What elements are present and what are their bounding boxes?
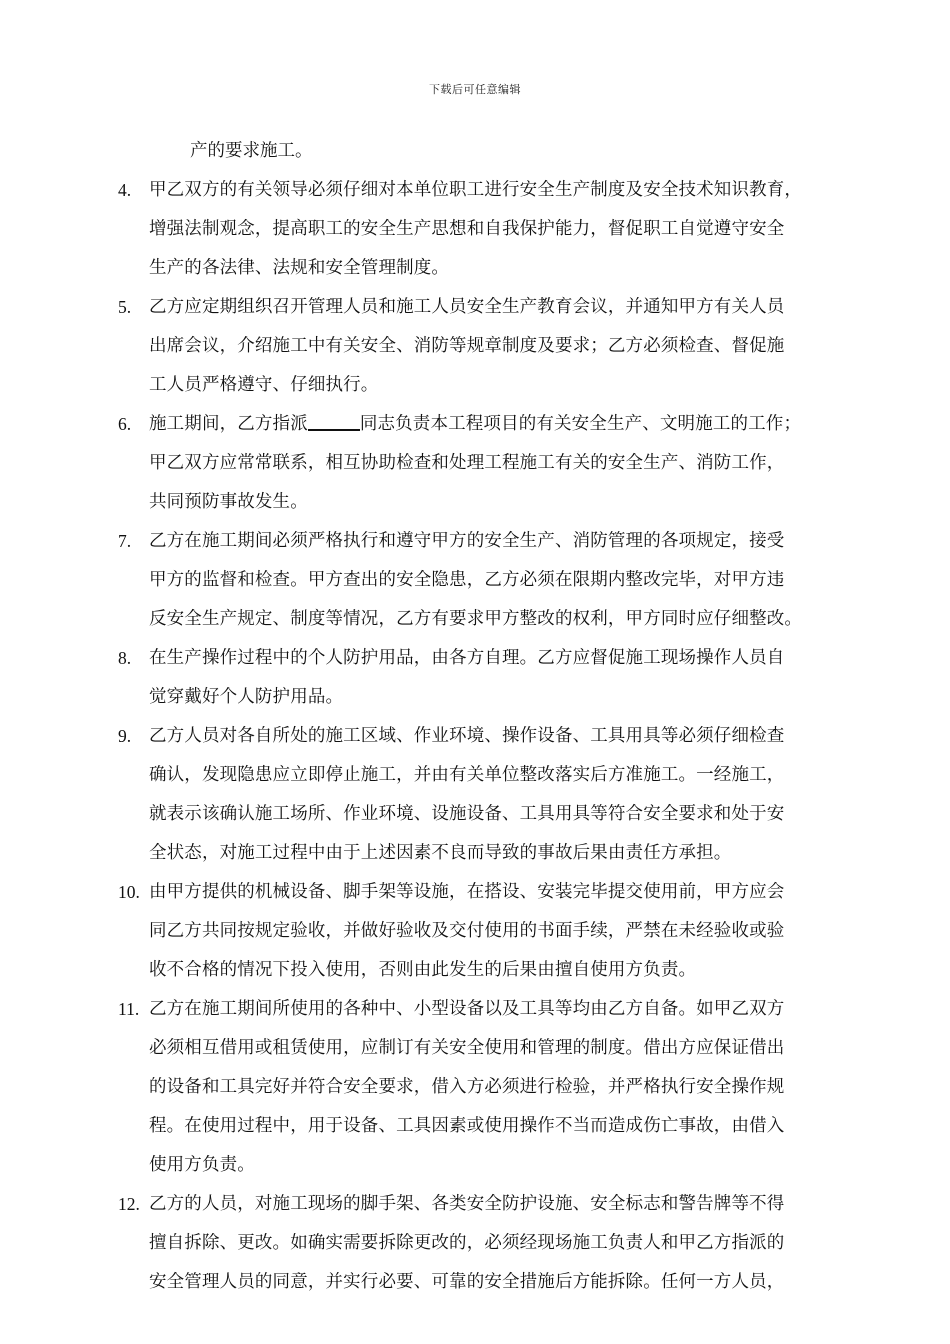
fill-in-blank bbox=[308, 413, 360, 431]
clause-number: 11. bbox=[118, 999, 140, 1019]
clause-line: 甲方的监督和检查。甲方查出的安全隐患，乙方必须在限期内整改完毕，对甲方违 bbox=[149, 570, 785, 590]
clause-line-segment: 施工期间，乙方指派 bbox=[149, 414, 308, 434]
clause-line: 必须相互借用或租赁使用，应制订有关安全使用和管理的制度。借出方应保证借出 bbox=[149, 1038, 785, 1058]
clause-number: 5. bbox=[118, 297, 132, 317]
clause-line: 收不合格的情况下投入使用，否则由此发生的后果由擅自使用方负责。 bbox=[149, 960, 697, 980]
clause-line: 乙方的人员，对施工现场的脚手架、各类安全防护设施、安全标志和警告牌等不得 bbox=[149, 1194, 785, 1214]
clause-line: 同乙方共同按规定验收，并做好验收及交付使用的书面手续，严禁在未经验收或验 bbox=[149, 921, 785, 941]
clause-text bbox=[149, 873, 858, 990]
clause-line: 乙方在施工期间所使用的各种中、小型设备以及工具等均由乙方自备。如甲乙双方 bbox=[149, 999, 785, 1019]
clause-text bbox=[149, 1185, 858, 1302]
clause-text bbox=[149, 717, 858, 873]
clause-line: 的设备和工具完好并符合安全要求，借入方必须进行检验，并严格执行安全操作规 bbox=[149, 1077, 785, 1097]
clause-text bbox=[149, 171, 858, 288]
clause-line: 乙方应定期组织召开管理人员和施工人员安全生产教育会议，并通知甲方有关人员 bbox=[149, 297, 785, 317]
clause-number: 10. bbox=[118, 882, 140, 902]
clause-item bbox=[118, 405, 858, 522]
clause-number: 12. bbox=[118, 1194, 140, 1214]
clause-line: 乙方在施工期间必须严格执行和遵守甲方的安全生产、消防管理的各项规定，接受 bbox=[149, 531, 785, 551]
clause-text bbox=[149, 288, 858, 405]
clause-line: 程。在使用过程中，用于设备、工具因素或使用操作不当而造成伤亡事故，由借入 bbox=[149, 1116, 785, 1136]
clause-item bbox=[118, 1185, 858, 1302]
clause-item bbox=[118, 990, 858, 1185]
clause-number: 9. bbox=[118, 726, 132, 746]
clause-number: 7. bbox=[118, 531, 132, 551]
clause-number: 6. bbox=[118, 414, 132, 434]
clause-list bbox=[118, 171, 858, 1302]
clause-line: 确认，发现隐患应立即停止施工，并由有关单位整改落实后方准施工。一经施工， bbox=[149, 765, 785, 785]
continuation-line: 产的要求施工。 bbox=[190, 141, 313, 161]
clause-line: 全状态，对施工过程中由于上述因素不良而导致的事故后果由责任方承担。 bbox=[149, 843, 732, 863]
clause-line: 增强法制观念，提高职工的安全生产思想和自我保护能力，督促职工自觉遵守安全 bbox=[149, 219, 785, 239]
clause-line: 甲乙双方应常常联系，相互协助检查和处理工程施工有关的安全生产、消防工作， bbox=[149, 453, 785, 473]
clause-line bbox=[149, 405, 858, 444]
clause-item bbox=[118, 717, 858, 873]
clause-text bbox=[149, 405, 858, 522]
clause-line: 反安全生产规定、制度等情况，乙方有要求甲方整改的权利，甲方同时应仔细整改。 bbox=[149, 609, 803, 629]
clause-item bbox=[118, 522, 858, 639]
page-header: 下载后可任意编辑 bbox=[429, 83, 521, 96]
clause-item bbox=[118, 171, 858, 288]
clause-item bbox=[118, 873, 858, 990]
clause-line: 工人员严格遵守、仔细执行。 bbox=[149, 375, 379, 395]
clause-line: 安全管理人员的同意，并实行必要、可靠的安全措施后方能拆除。任何一方人员， bbox=[149, 1272, 785, 1292]
clause-line: 乙方人员对各自所处的施工区域、作业环境、操作设备、工具用具等必须仔细检查 bbox=[149, 726, 785, 746]
clause-line: 共同预防事故发生。 bbox=[149, 492, 308, 512]
clause-number: 8. bbox=[118, 648, 132, 668]
clause-line: 使用方负责。 bbox=[149, 1155, 255, 1175]
document-body bbox=[118, 132, 858, 1302]
clause-line: 觉穿戴好个人防护用品。 bbox=[149, 687, 344, 707]
clause-number: 4. bbox=[118, 180, 132, 200]
clause-line: 擅自拆除、更改。如确实需要拆除更改的，必须经现场施工负责人和甲乙方指派的 bbox=[149, 1233, 785, 1253]
clause-line: 在生产操作过程中的个人防护用品，由各方自理。乙方应督促施工现场操作人员自 bbox=[149, 648, 785, 668]
clause-line: 由甲方提供的机械设备、脚手架等设施，在搭设、安装完毕提交使用前，甲方应会 bbox=[149, 882, 785, 902]
clause-text bbox=[149, 639, 858, 717]
clause-line: 生产的各法律、法规和安全管理制度。 bbox=[149, 258, 450, 278]
clause-line: 就表示该确认施工场所、作业环境、设施设备、工具用具等符合安全要求和处于安 bbox=[149, 804, 785, 824]
clause-text bbox=[149, 990, 858, 1185]
clause-line: 出席会议，介绍施工中有关安全、消防等规章制度及要求；乙方必须检查、督促施 bbox=[149, 336, 785, 356]
clause-item bbox=[118, 288, 858, 405]
clause-line: 甲乙双方的有关领导必须仔细对本单位职工进行安全生产制度及安全技术知识教育， bbox=[149, 180, 803, 200]
clause-line-segment: 同志负责本工程项目的有关安全生产、文明施工的工作； bbox=[359, 414, 802, 434]
clause-item bbox=[118, 639, 858, 717]
clause-text bbox=[149, 522, 858, 639]
